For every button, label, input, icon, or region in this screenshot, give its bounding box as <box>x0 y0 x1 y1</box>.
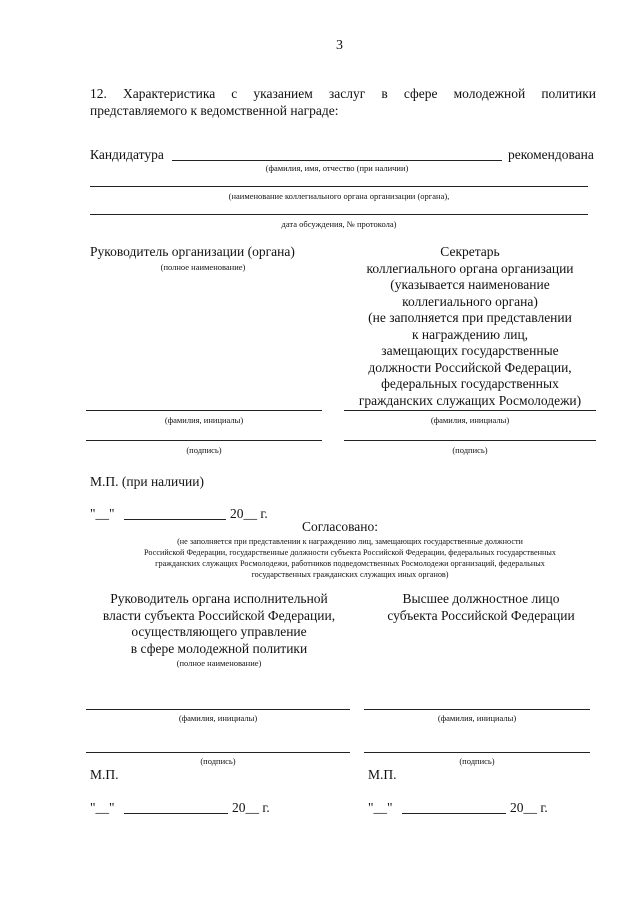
recommended-label: рекомендована <box>508 147 594 162</box>
regional-exec-date-year: 20__ г. <box>232 800 270 815</box>
regional-exec-signature-field <box>86 752 350 753</box>
governor-name-hint: (фамилия, инициалы) <box>437 713 517 723</box>
regional-exec-stamp: М.П. <box>90 767 119 782</box>
org-head-name-field <box>86 410 322 411</box>
regional-exec-signature-hint: (подпись) <box>200 756 236 766</box>
regional-exec-line: осуществляющего управление <box>131 624 307 639</box>
secretary-line: федеральных государственных <box>381 376 559 391</box>
agreed-title: Согласовано: <box>302 519 378 534</box>
collegial-body-hint: (наименование коллегиального органа организации (органа), <box>228 191 450 201</box>
agreed-note-line: государственных гражданских служащих иных органов) <box>251 570 449 579</box>
secretary-line: коллегиального органа организации <box>366 260 574 276</box>
date-year: 20__ г. <box>230 506 268 521</box>
secretary-line: Секретарь <box>440 244 500 259</box>
regional-exec-line: Руководитель органа исполнительной <box>110 591 328 606</box>
date-day: "__" <box>90 506 115 521</box>
agreed-note-line: Российской Федерации, государственные должности субъекта Российской Федерации, федеральных государственных <box>144 548 556 557</box>
regional-exec-line: в сфере молодежной политики <box>130 640 308 656</box>
governor-date-year: 20__ г. <box>510 800 548 815</box>
org-head-signature-field <box>86 440 322 441</box>
org-head-name-hint: (фамилия, инициалы) <box>164 415 244 425</box>
section-heading-line2: представляемого к ведомственной награде: <box>90 103 339 118</box>
governor-date-day: "__" <box>368 800 393 815</box>
secretary-line: гражданских служащих Росмолодежи) <box>358 392 582 408</box>
secretary-line: коллегиального органа) <box>402 293 538 309</box>
regional-exec-name-hint: (фамилия, инициалы) <box>178 713 258 723</box>
governor-signature-field <box>364 752 590 753</box>
secretary-line: должности Российской Федерации, <box>368 359 572 375</box>
agreed-note <box>60 536 640 580</box>
secretary-signature-hint: (подпись) <box>452 445 488 455</box>
secretary-block <box>340 244 600 409</box>
candidate-name-field <box>172 160 502 161</box>
org-head-title: Руководитель организации (органа) <box>90 244 295 259</box>
regional-exec-line: власти субъекта Российской Федерации, <box>102 607 336 623</box>
stamp-label: М.П. (при наличии) <box>90 474 204 489</box>
governor-stamp: М.П. <box>368 767 397 782</box>
regional-exec-date-day: "__" <box>90 800 115 815</box>
secretary-line: (указывается наименование <box>390 277 550 292</box>
section-heading-line1: 12. Характеристика с указанием заслуг в сфере молодежной политики <box>90 86 596 101</box>
secretary-signature-field <box>344 440 596 441</box>
regional-exec-block <box>84 591 354 657</box>
governor-date-month-field <box>402 813 506 814</box>
secretary-name-hint: (фамилия, инициалы) <box>430 415 510 425</box>
agreed-note-line: (не заполняется при представлении к награждению лиц, замещающих государственные должности <box>177 537 523 546</box>
regional-exec-hint: (полное наименование) <box>176 658 262 668</box>
org-head-hint: (полное наименование) <box>160 262 246 272</box>
governor-block <box>358 591 604 624</box>
page-number: 3 <box>336 38 343 53</box>
collegial-body-field <box>90 186 588 187</box>
org-head-signature-hint: (подпись) <box>186 445 222 455</box>
governor-line: Высшее должностное лицо <box>402 591 560 606</box>
regional-exec-name-field <box>86 709 350 710</box>
governor-name-field <box>364 709 590 710</box>
discussion-date-field <box>90 214 588 215</box>
secretary-name-field <box>344 410 596 411</box>
discussion-date-hint: дата обсуждения, № протокола) <box>281 219 397 229</box>
regional-exec-date-month-field <box>124 813 228 814</box>
governor-signature-hint: (подпись) <box>459 756 495 766</box>
candidacy-label: Кандидатура <box>90 147 164 162</box>
secretary-line: замещающих государственные <box>381 343 559 358</box>
agreed-note-line: гражданских служащих Росмолодежи, работников подведомственных Росмолодежи организаций, федеральных <box>155 559 545 568</box>
secretary-line: (не заполняется при представлении <box>368 310 572 325</box>
governor-line: субъекта Российской Федерации <box>387 607 575 623</box>
secretary-line: к награждению лиц, <box>411 326 529 342</box>
fio-hint: (фамилия, имя, отчество (при наличии) <box>265 163 409 173</box>
